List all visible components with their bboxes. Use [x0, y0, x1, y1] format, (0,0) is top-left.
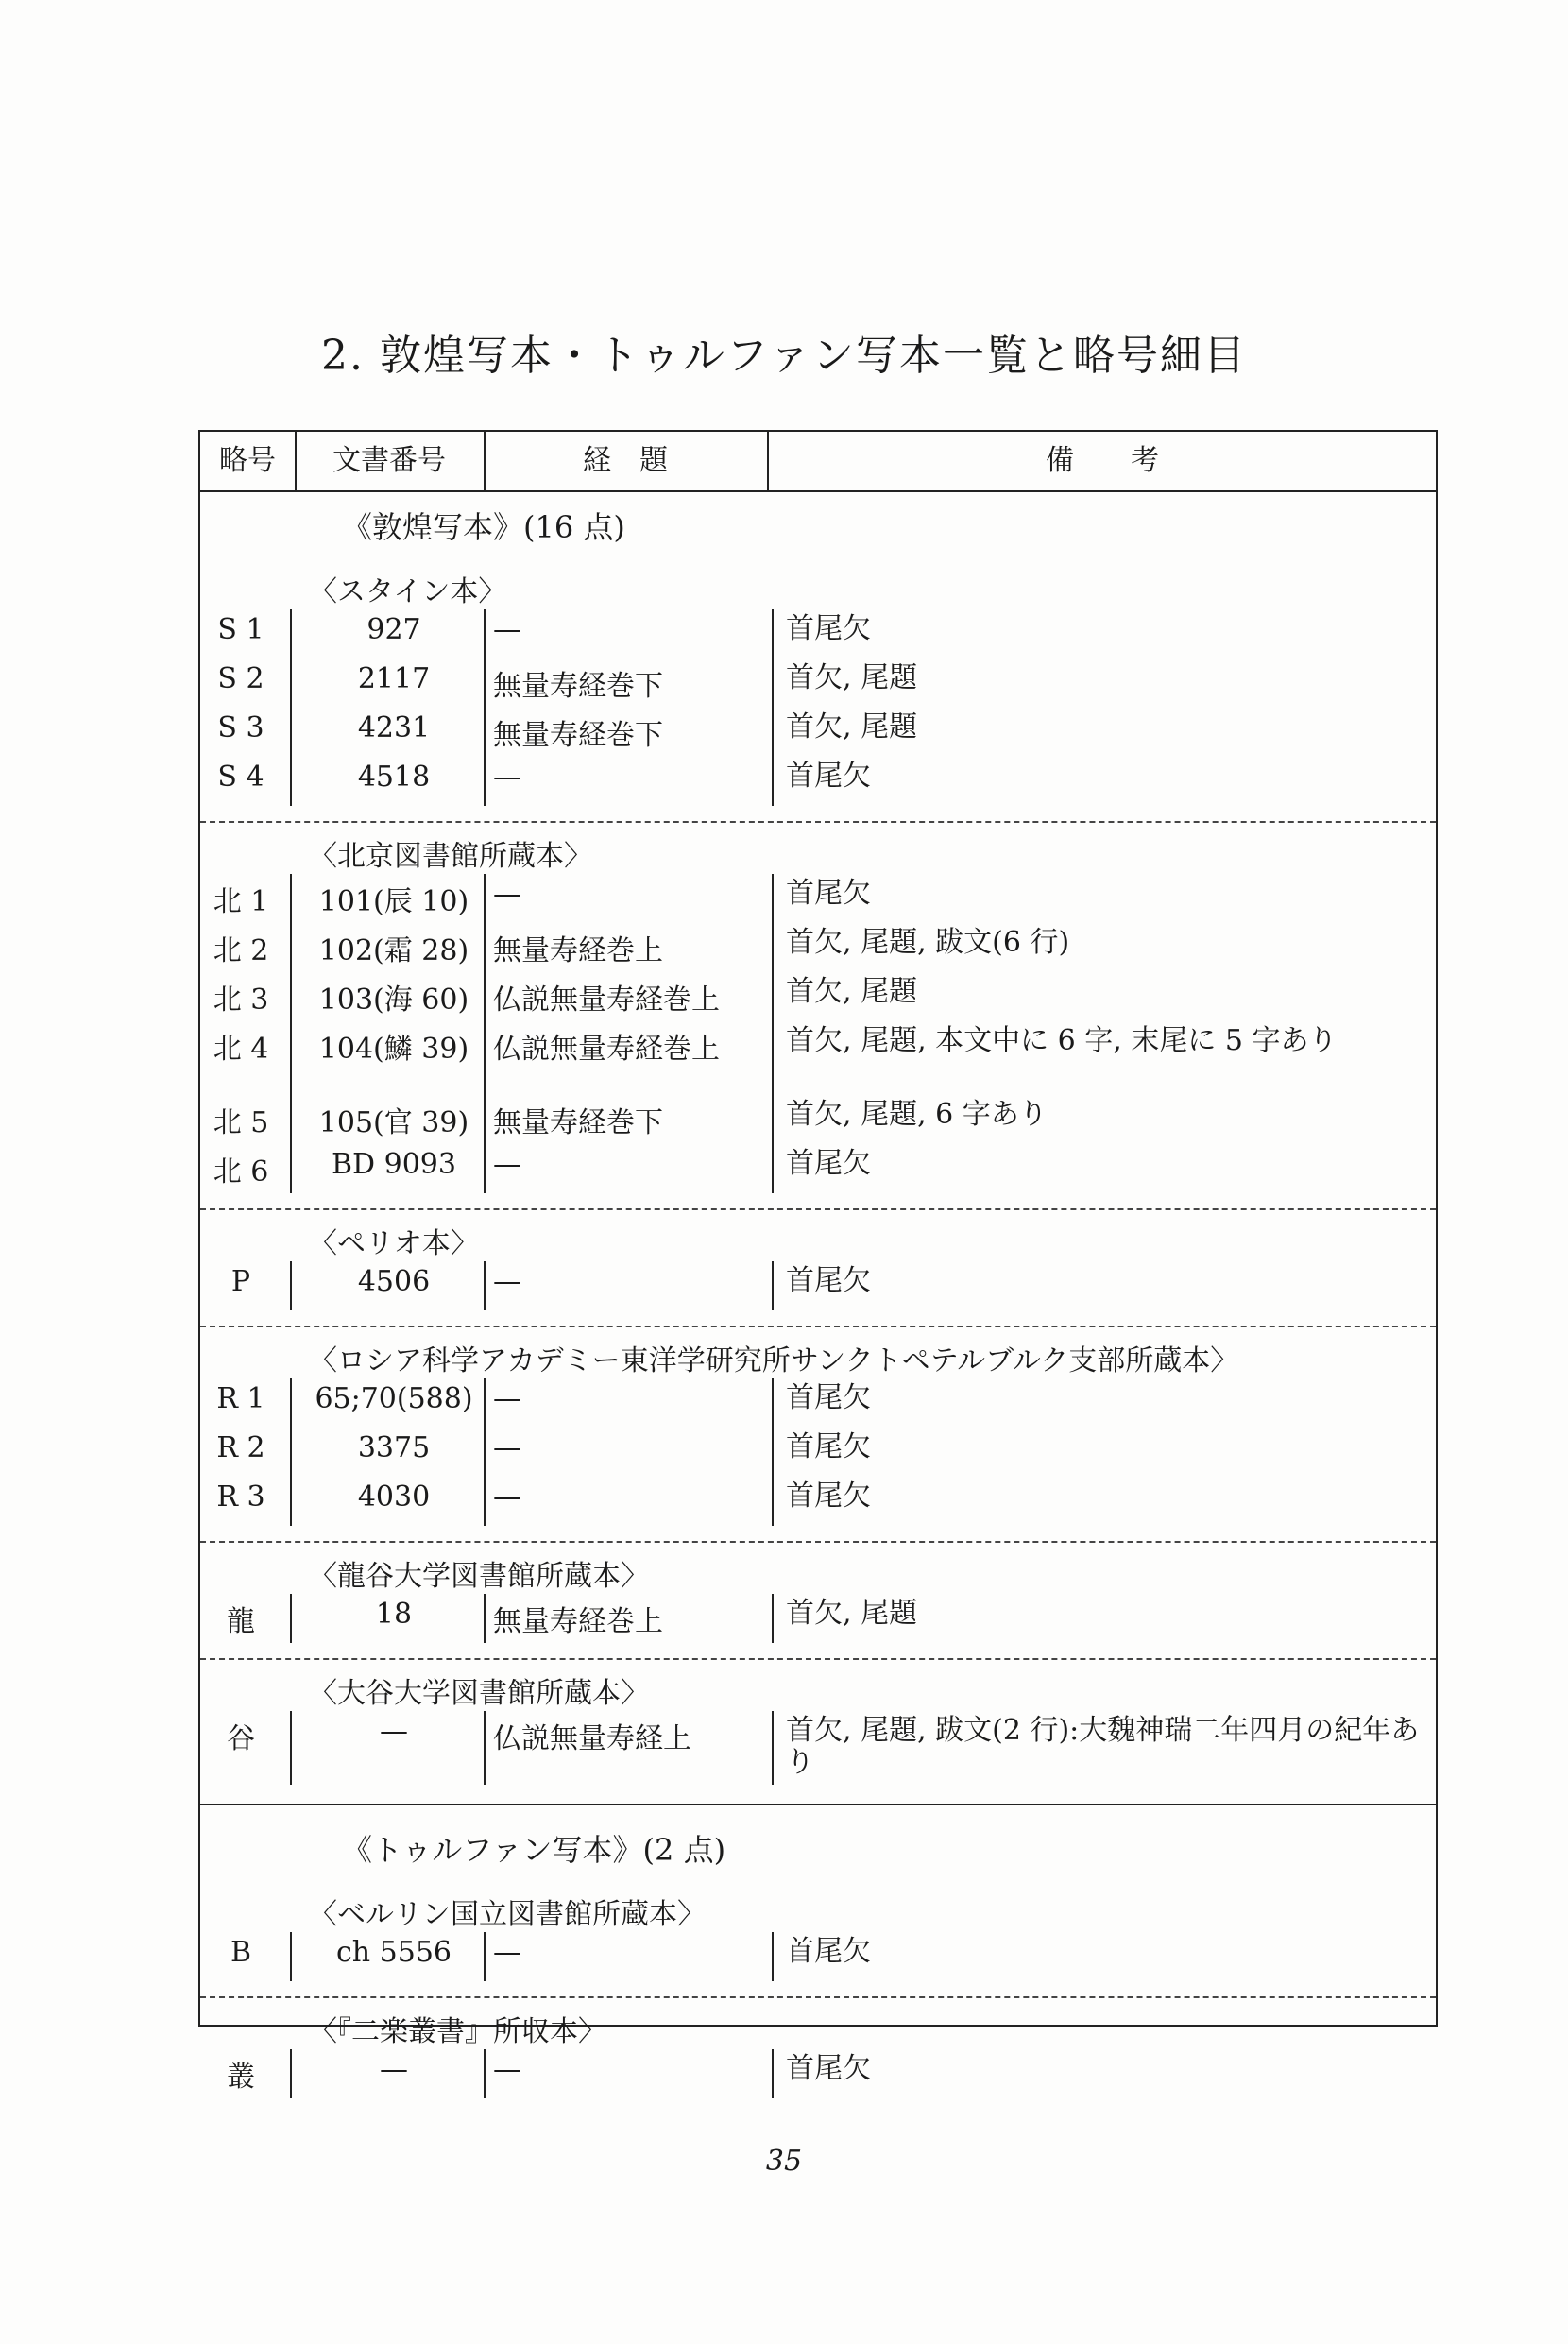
- row-title: 仏説無量寿経巻上: [493, 1033, 720, 1066]
- group-divider: [200, 1658, 1436, 1660]
- row-note: 首欠, 尾題: [786, 661, 918, 694]
- group-divider: [200, 1996, 1436, 1998]
- row-note: 首尾欠: [786, 1480, 871, 1513]
- row-code: 北 1: [213, 885, 269, 918]
- row-note: 首欠, 尾題, 6 字あり: [786, 1098, 1048, 1131]
- row-code: R 1: [216, 1382, 265, 1415]
- column-divider: [772, 1932, 774, 1981]
- row-doc-number: 65;70(588): [315, 1382, 473, 1415]
- row-code: S 2: [217, 662, 264, 695]
- row-note: 首尾欠: [786, 877, 871, 910]
- header-divider: [767, 432, 769, 490]
- group-divider: [200, 1541, 1436, 1543]
- group-divider: [200, 1208, 1436, 1210]
- column-divider: [772, 1261, 774, 1310]
- row-doc-number: 103(海 60): [318, 984, 469, 1017]
- row-note: 首尾欠: [786, 1264, 871, 1297]
- table-header: [200, 432, 1436, 492]
- column-divider: [772, 2049, 774, 2098]
- group-title: 〈ペリオ本〉: [309, 1227, 479, 1260]
- row-doc-number: 2117: [357, 662, 431, 695]
- row-code: 北 6: [213, 1155, 269, 1189]
- row-code: R 2: [216, 1431, 265, 1464]
- row-title: —: [493, 878, 521, 911]
- section-title: 《トゥルファン写本》(2 点): [342, 1832, 726, 1868]
- header-title: 経 題: [583, 444, 668, 477]
- group-title: 〈『二楽叢書』所収本〉: [309, 2015, 606, 2048]
- row-title: —: [493, 1265, 521, 1298]
- row-code: S 4: [217, 761, 264, 794]
- header-divider: [484, 432, 486, 490]
- column-divider: [290, 874, 292, 1193]
- column-divider: [290, 1261, 292, 1310]
- row-doc-number: BD 9093: [332, 1148, 456, 1181]
- group-title: 〈龍谷大学図書館所蔵本〉: [309, 1560, 649, 1593]
- column-divider: [484, 1594, 486, 1643]
- row-note: 首欠, 尾題: [786, 710, 918, 744]
- row-title: —: [493, 613, 521, 646]
- row-code: S 3: [217, 711, 264, 744]
- row-code: 北 5: [213, 1106, 269, 1139]
- section-title: 《敦煌写本》(16 点): [342, 509, 625, 545]
- row-title: —: [493, 1148, 521, 1181]
- row-note: 首尾欠: [786, 1381, 871, 1414]
- group-divider: [200, 1326, 1436, 1327]
- row-code: 龍: [227, 1605, 255, 1638]
- column-divider: [772, 1378, 774, 1526]
- row-note: 首尾欠: [786, 1430, 871, 1463]
- column-divider: [484, 2049, 486, 2098]
- row-doc-number: —: [380, 2053, 408, 2086]
- column-divider: [290, 1932, 292, 1981]
- row-doc-number: 102(霜 28): [318, 934, 469, 967]
- row-code: B: [230, 1936, 252, 1969]
- row-doc-number: ch 5556: [335, 1936, 452, 1969]
- column-divider: [290, 1594, 292, 1643]
- column-divider: [772, 1594, 774, 1643]
- row-code: P: [230, 1265, 251, 1298]
- row-title: 仏説無量寿経上: [493, 1722, 691, 1755]
- group-title: 〈スタイン本〉: [309, 575, 507, 608]
- section-divider: [200, 1804, 1436, 1805]
- row-note: 首欠, 尾題: [786, 1597, 918, 1630]
- row-code: 北 3: [213, 984, 269, 1017]
- row-doc-number: 18: [375, 1598, 413, 1631]
- page-number: 35: [765, 2145, 803, 2178]
- row-title: 仏説無量寿経巻上: [493, 984, 720, 1017]
- page-title: 2. 敦煌写本・トゥルファン写本一覧と略号細目: [321, 332, 1247, 380]
- row-title: —: [493, 1382, 521, 1415]
- row-title: 無量寿経巻下: [493, 670, 663, 703]
- column-divider: [772, 1711, 774, 1785]
- row-note: 首尾欠: [786, 1935, 871, 1968]
- row-note: 首欠, 尾題, 本文中に 6 字, 末尾に 5 字あり: [786, 1024, 1338, 1057]
- row-note: 首尾欠: [786, 612, 871, 645]
- row-title: —: [493, 1480, 521, 1514]
- column-divider: [484, 1261, 486, 1310]
- row-note: 首欠, 尾題, 跋文(2 行):大魏神瑞二年四月の紀年あり: [786, 1714, 1420, 1779]
- column-divider: [290, 2049, 292, 2098]
- row-title: —: [493, 1936, 521, 1969]
- row-doc-number: 4030: [357, 1480, 431, 1514]
- row-note: 首欠, 尾題, 跋文(6 行): [786, 926, 1070, 959]
- row-note: 首尾欠: [786, 1147, 871, 1180]
- row-code: 北 2: [213, 934, 269, 967]
- column-divider: [290, 1711, 292, 1785]
- column-divider: [290, 1378, 292, 1526]
- row-code: R 3: [216, 1480, 265, 1514]
- column-divider: [484, 1932, 486, 1981]
- header-code: 略号: [219, 444, 276, 477]
- group-title: 〈北京図書館所蔵本〉: [309, 840, 592, 873]
- row-title: —: [493, 1431, 521, 1464]
- row-doc-number: 3375: [357, 1431, 431, 1464]
- header-doc: 文書番号: [332, 444, 446, 477]
- row-code: S 1: [217, 613, 264, 646]
- row-title: —: [493, 2053, 521, 2086]
- column-divider: [484, 1711, 486, 1785]
- column-divider: [484, 609, 486, 806]
- row-doc-number: 4506: [357, 1265, 431, 1298]
- row-title: 無量寿経巻上: [493, 934, 663, 967]
- row-doc-number: 104(鱗 39): [318, 1033, 469, 1066]
- group-title: 〈大谷大学図書館所蔵本〉: [309, 1677, 649, 1710]
- row-title: —: [493, 761, 521, 794]
- group-title: 〈ベルリン国立図書館所蔵本〉: [309, 1898, 706, 1931]
- row-code: 叢: [227, 2061, 255, 2094]
- column-divider: [290, 609, 292, 806]
- row-doc-number: 101(辰 10): [318, 885, 469, 918]
- column-divider: [772, 609, 774, 806]
- row-code: 谷: [227, 1722, 255, 1755]
- row-note: 首尾欠: [786, 760, 871, 793]
- row-doc-number: 4231: [357, 711, 431, 744]
- row-note: 首欠, 尾題: [786, 975, 918, 1008]
- column-divider: [484, 1378, 486, 1526]
- group-title: 〈ロシア科学アカデミー東洋学研究所サンクトペテルブルク支部所蔵本〉: [309, 1344, 1239, 1377]
- row-doc-number: 927: [366, 613, 421, 646]
- row-doc-number: 4518: [357, 761, 431, 794]
- row-title: 無量寿経巻下: [493, 719, 663, 752]
- row-title: 無量寿経巻上: [493, 1605, 663, 1638]
- row-note: 首尾欠: [786, 2052, 871, 2085]
- row-title: 無量寿経巻下: [493, 1106, 663, 1139]
- manuscript-table: [198, 430, 1438, 2094]
- column-divider: [772, 874, 774, 1193]
- header-note: 備 考: [1046, 444, 1159, 477]
- column-divider: [484, 874, 486, 1193]
- row-doc-number: 105(官 39): [318, 1106, 469, 1139]
- header-divider: [295, 432, 297, 490]
- group-divider: [200, 821, 1436, 823]
- row-code: 北 4: [213, 1033, 269, 1066]
- row-doc-number: —: [380, 1715, 408, 1748]
